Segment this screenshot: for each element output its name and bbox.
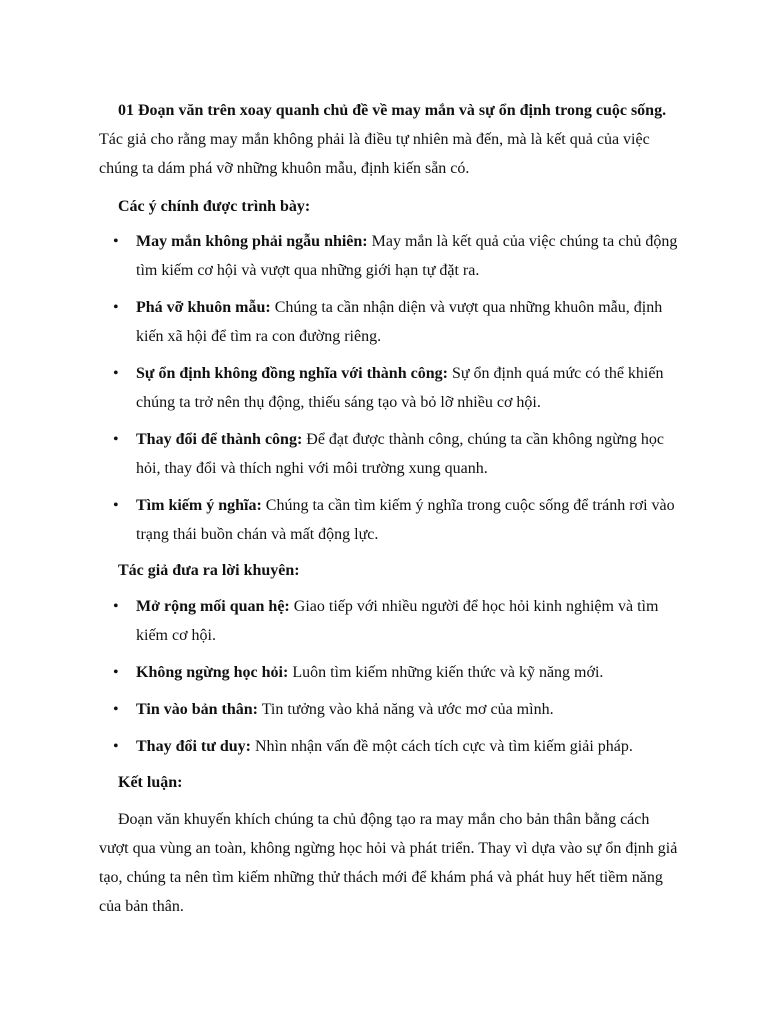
ideas-heading: Các ý chính được trình bày: <box>118 198 311 215</box>
item-title: Tin vào bản thân: <box>136 701 258 718</box>
list-item <box>99 695 679 724</box>
item-title: Không ngừng học hỏi: <box>136 664 289 681</box>
item-title: Thay đổi để thành công: <box>136 431 303 448</box>
item-text: Nhìn nhận vấn đề một cách tích cực và tìm kiếm giải pháp. <box>250 738 633 755</box>
item-text: Luôn tìm kiếm những kiến thức và kỹ năng mới. <box>288 664 604 681</box>
item-text: Chúng ta cần nhận diện và vượt qua những khuôn mẫu, định kiến xã hội để tìm ra con đường riêng. <box>136 299 663 345</box>
list-item <box>99 732 679 761</box>
advice-list <box>99 592 679 761</box>
item-title: Sự ổn định không đồng nghĩa với thành công: <box>136 365 448 382</box>
advice-heading: Tác giả đưa ra lời khuyên: <box>118 562 300 579</box>
intro-text: Tác giả cho rằng may mắn không phải là điều tự nhiên mà đến, mà là kết quả của việc chúng ta dám phá vỡ những khuôn mẫu, định kiến sẵn có. <box>99 131 650 177</box>
list-item <box>99 592 679 650</box>
intro-paragraph <box>99 96 679 183</box>
list-item <box>99 227 679 285</box>
ideas-list <box>99 227 679 549</box>
list-item <box>99 359 679 417</box>
item-text: Sự ổn định quá mức có thể khiến chúng ta trở nên thụ động, thiếu sáng tạo và bỏ lỡ nhiều cơ hội. <box>136 365 664 411</box>
list-item <box>99 658 679 687</box>
item-text: Chúng ta cần tìm kiếm ý nghĩa trong cuộc sống để tránh rơi vào trạng thái buồn chán và mất động lực. <box>136 497 675 543</box>
item-text: Để đạt được thành công, chúng ta cần không ngừng học hỏi, thay đổi và thích nghi với môi trường xung quanh. <box>136 431 664 477</box>
conclusion-heading: Kết luận: <box>118 774 183 791</box>
conclusion-paragraph: Đoạn văn khuyến khích chúng ta chủ động tạo ra may mắn cho bản thân bằng cách vượt qua vùng an toàn, không ngừng học hỏi và phát triển. Thay vì dựa vào sự ổn định giả tạo, chúng ta nên tìm kiếm những thử thách mới để khám phá và phát huy hết tiềm năng của bản thân. <box>99 811 678 915</box>
list-item <box>99 425 679 483</box>
list-item <box>99 293 679 351</box>
intro-bold: 01 Đoạn văn trên xoay quanh chủ đề về may mắn và sự ổn định trong cuộc sống. <box>118 102 667 119</box>
item-title: May mắn không phải ngẫu nhiên: <box>136 233 368 250</box>
item-title: Mở rộng mối quan hệ: <box>136 598 290 615</box>
item-text: Tin tưởng vào khả năng và ước mơ của mình. <box>257 701 554 718</box>
item-title: Thay đổi tư duy: <box>136 738 251 755</box>
item-title: Phá vỡ khuôn mẫu: <box>136 299 271 316</box>
item-text: May mắn là kết quả của việc chúng ta chủ động tìm kiếm cơ hội và vượt qua những giới hạn tự đặt ra. <box>136 233 678 279</box>
item-title: Tìm kiếm ý nghĩa: <box>136 497 262 514</box>
list-item <box>99 491 679 549</box>
item-text: Giao tiếp với nhiều người để học hỏi kinh nghiệm và tìm kiếm cơ hội. <box>136 598 659 644</box>
